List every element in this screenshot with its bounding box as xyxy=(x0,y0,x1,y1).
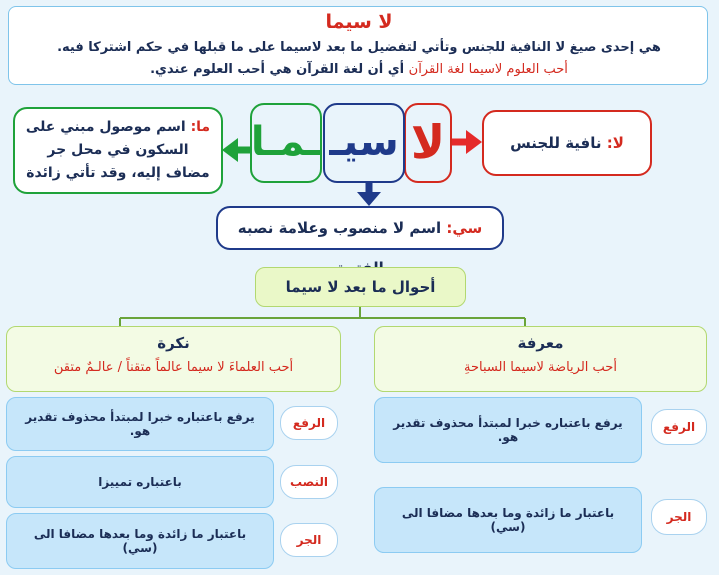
word-ma-box xyxy=(250,103,322,183)
ma-definition-box xyxy=(13,107,223,194)
ma-def-label: ما: xyxy=(190,119,211,135)
nakira-name: نكرة xyxy=(157,334,190,352)
word-si-box xyxy=(323,103,405,183)
la-def-text: نافية للجنس xyxy=(510,134,602,152)
nakira-nasb-row: باعتباره تمييزا xyxy=(6,456,274,508)
ma-def-text: اسم موصول مبني على السكون في محل جر مضاف إليه، وقد تأتي زائدة xyxy=(25,119,210,181)
word-ma: ـمـا xyxy=(250,119,320,165)
word-la-box xyxy=(404,103,452,183)
example-explanation: أي أن لغة القرآن هي أحب العلوم عندي. xyxy=(150,62,405,77)
la-def-label: لا: xyxy=(606,134,624,152)
maarifa-raf-row: يرفع باعتباره خبرا لمبتدأ محذوف تقدير هو. xyxy=(374,397,642,463)
maarifa-example: أحب الرياضة لاسيما السباحةِ xyxy=(464,360,617,375)
si-def-text: اسم لا منصوب وعلامة نصبه xyxy=(237,219,442,237)
nakira-example: أحب العلماءَ لا سيما عالماً متقناً / عالـمٌ متقن xyxy=(53,360,294,375)
la-definition-box xyxy=(482,110,652,176)
ma-arrow-head xyxy=(222,138,238,162)
example-sentence: أحب العلوم لاسيما لغة القرآن xyxy=(408,62,568,77)
definition-text: هي إحدى صيغ لا النافية للجنس وتأتي لتفضيل ما بعد لاسيما على ما قبلها في حكم اشتركا فيه. xyxy=(57,40,661,55)
maarifa-name: معرفة xyxy=(517,334,564,352)
si-def-label: سي: xyxy=(446,219,483,237)
nakira-raf-row: يرفع باعتباره خبرا لمبتدأ محذوف تقدير هو. xyxy=(6,397,274,451)
maarifa-jarr-row: باعتبار ما زائدة وما بعدها مضافا الى (سي) xyxy=(374,487,642,553)
word-si: سيـ xyxy=(329,119,399,165)
si-definition-box xyxy=(216,206,504,250)
la-arrow-head xyxy=(466,130,482,154)
cases-title: أحوال ما بعد لا سيما xyxy=(255,267,466,307)
si-arrow-head xyxy=(357,192,381,206)
nakira-nasb-label: النصب xyxy=(280,465,338,499)
page-title: لا سيما xyxy=(325,11,393,33)
maarifa-jarr-label: الجر xyxy=(651,499,707,535)
maarifa-raf-label: الرفع xyxy=(651,409,707,445)
nakira-jarr-label: الجر xyxy=(280,523,338,557)
maarifa-header xyxy=(374,326,707,392)
word-la: لا xyxy=(410,115,446,169)
nakira-jarr-row: باعتبار ما زائدة وما بعدها مضافا الى (سي) xyxy=(6,513,274,569)
nakira-raf-label: الرفع xyxy=(280,406,338,440)
nakira-header xyxy=(6,326,341,392)
